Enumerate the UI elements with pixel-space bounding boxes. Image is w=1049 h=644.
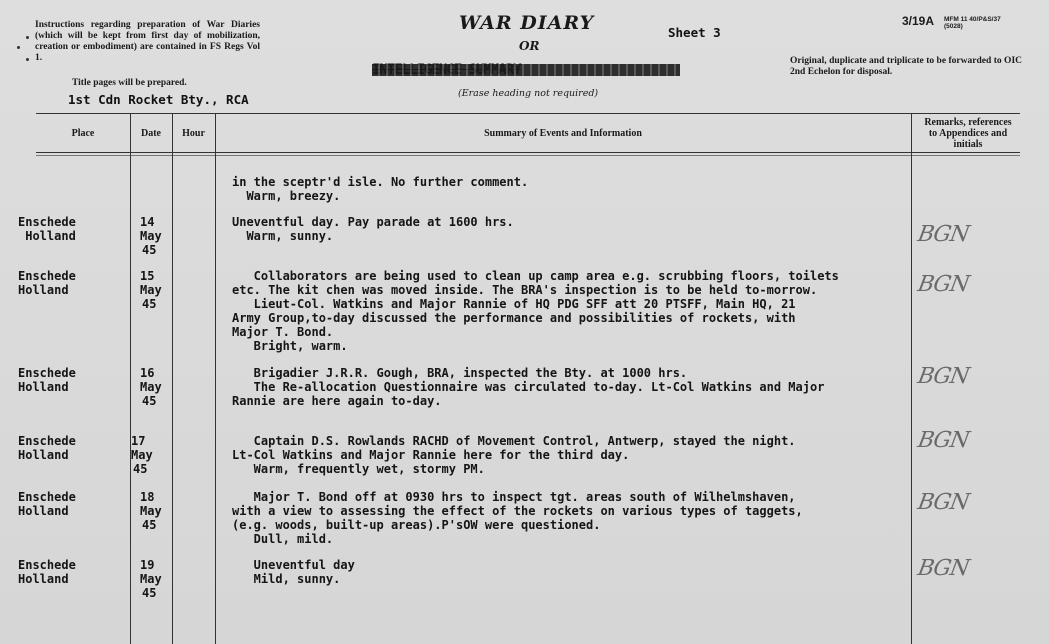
- entry-place: Enschede: [18, 269, 76, 283]
- initials-signature: BGN: [915, 222, 971, 247]
- form-number: 3/19A: [902, 14, 935, 28]
- margin-dot: [26, 36, 29, 39]
- entry-day: 15: [140, 269, 155, 283]
- entry-place: Enschede: [18, 366, 76, 380]
- entry-month: May: [140, 380, 162, 394]
- entry-place-country: Holland: [18, 504, 69, 518]
- erase-note: (Erase heading not required): [458, 88, 599, 99]
- entry-day: 17: [131, 434, 146, 448]
- entry-month: May: [131, 448, 153, 462]
- column-header-date: Date: [141, 128, 161, 139]
- entry-day: 16: [140, 366, 155, 380]
- diary-title: WAR DIARY: [459, 12, 595, 34]
- entry-summary-line: Brigadier J.R.R. Gough, BRA, inspected the Bty. at 1000 hrs.: [232, 366, 688, 380]
- margin-dot: [17, 46, 20, 49]
- entry-summary-line: Bright, warm.: [232, 339, 348, 353]
- entry-summary-line: Uneventful day: [232, 558, 355, 572]
- remarks-header-line: initials: [953, 139, 983, 150]
- entry-summary-line: with a view to assessing the effect of the rockets on various types of taggets,: [232, 504, 803, 518]
- form-reference: MFM 11 40/P&S/37 (5028): [944, 16, 1001, 30]
- entry-place-country: Holland: [18, 380, 69, 394]
- entry-month: May: [140, 572, 162, 586]
- table-header-border: [36, 152, 1020, 153]
- entry-year: 45: [142, 297, 157, 311]
- sheet-number: Sheet 3: [668, 25, 721, 40]
- initials-signature: BGN: [915, 272, 971, 297]
- distribution-note: Original, duplicate and triplicate to be forwarded to OIC 2nd Echelon for disposal.: [790, 56, 1022, 77]
- continuation-line: Warm, breezy.: [232, 189, 341, 203]
- column-header-remarks: [911, 117, 1025, 150]
- entry-day: 14: [140, 215, 155, 229]
- entry-summary-line: Warm, sunny.: [232, 229, 334, 243]
- entry-summary-line: (e.g. woods, built-up areas).P'sOW were questioned.: [232, 518, 601, 532]
- entry-day: 19: [140, 558, 155, 572]
- instructions-text: Instructions regarding preparation of War Diaries (which will be kept from first day of mobilization, creation or embodiment) are contained in FS Regs Vol 1.: [35, 20, 260, 63]
- initials-signature: BGN: [915, 490, 971, 515]
- or-label: OR: [519, 39, 540, 53]
- initials-signature: BGN: [915, 364, 971, 389]
- column-divider-hour: [215, 113, 216, 644]
- entry-summary-line: Rannie are here again to-day.: [232, 394, 442, 408]
- entry-summary-line: Warm, frequently wet, stormy PM.: [232, 462, 485, 476]
- entry-place-country: Holland: [18, 229, 76, 243]
- initials-signature: BGN: [915, 556, 971, 581]
- entry-summary-line: Major T. Bond off at 0930 hrs to inspect tgt. areas south of Wilhelmshaven,: [232, 490, 796, 504]
- table-top-border: [36, 113, 1020, 114]
- entry-summary-line: Mild, sunny.: [232, 572, 341, 586]
- continuation-line: in the sceptr'd isle. No further comment.: [232, 175, 529, 189]
- entry-summary-line: etc. The kit chen was moved inside. The BRA's inspection is to be held to-morrow.: [232, 283, 818, 297]
- entry-summary-line: Captain D.S. Rowlands RACHD of Movement Control, Antwerp, stayed the night.: [232, 434, 796, 448]
- entry-year: 45: [142, 586, 157, 600]
- remarks-header-line: Remarks, references: [924, 117, 1012, 128]
- entry-day: 18: [140, 490, 155, 504]
- column-divider-date: [172, 113, 173, 644]
- column-header-place: Place: [71, 128, 95, 139]
- remarks-header-line: to Appendices and: [928, 128, 1008, 139]
- entry-month: May: [140, 504, 162, 518]
- title-pages-note: Title pages will be prepared.: [72, 78, 187, 88]
- entry-place-country: Holland: [18, 283, 69, 297]
- entry-place: Enschede: [18, 434, 76, 448]
- entry-summary-line: The Re-allocation Questionnaire was circulated to-day. Lt-Col Watkins and Major: [232, 380, 825, 394]
- entry-place-country: Holland: [18, 572, 69, 586]
- entry-place: Enschede: [18, 558, 76, 572]
- entry-summary-line: Uneventful day. Pay parade at 1600 hrs.: [232, 215, 514, 229]
- entry-summary-line: Army Group,to-day discussed the performance and possibilities of rockets, with: [232, 311, 796, 325]
- entry-year: 45: [133, 462, 148, 476]
- entry-month: May: [140, 229, 162, 243]
- erased-heading-bar: [372, 64, 680, 76]
- entry-summary-line: Lieut-Col. Watkins and Major Rannie of HQ PDG SFF att 20 PTSFF, Main HQ, 21: [232, 297, 796, 311]
- unit-name: 1st Cdn Rocket Bty., RCA: [68, 92, 249, 107]
- entry-summary-line: Dull, mild.: [232, 532, 334, 546]
- entry-place: Enschede: [18, 215, 76, 229]
- column-divider-summary: [911, 113, 912, 644]
- entry-summary-line: Lt-Col Watkins and Major Rannie here for the third day.: [232, 448, 630, 462]
- entry-place-country: Holland: [18, 448, 69, 462]
- column-header-hour: Hour: [182, 128, 205, 139]
- entry-place: Enschede: [18, 490, 76, 504]
- entry-year: 45: [142, 518, 157, 532]
- initials-signature: BGN: [915, 428, 971, 453]
- entry-year: 45: [142, 243, 157, 257]
- table-header-border-inner: [36, 155, 1020, 156]
- entry-summary-line: Major T. Bond.: [232, 325, 334, 339]
- entry-year: 45: [142, 394, 157, 408]
- column-divider-place: [130, 113, 131, 644]
- entry-summary-line: Collaborators are being used to clean up camp area e.g. scrubbing floors, toilets: [232, 269, 839, 283]
- column-header-summary: Summary of Events and Information: [484, 128, 642, 139]
- margin-dot: [26, 58, 29, 61]
- entry-month: May: [140, 283, 162, 297]
